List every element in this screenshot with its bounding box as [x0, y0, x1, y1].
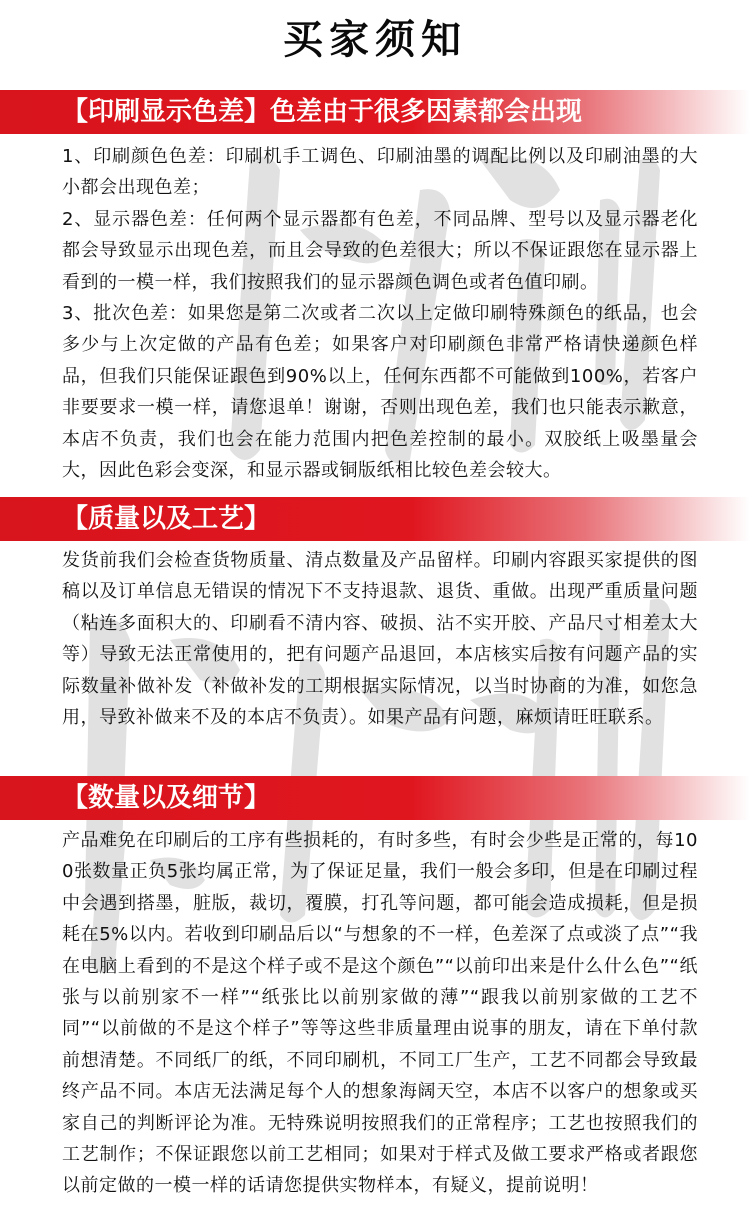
paragraph: 2、显示器色差：任何两个显示器都有色差，不同品牌、型号以及显示器老化都会导致显示出现色差，而且会导致的色差很大；所以不保证跟您在显示器上看到的一模一样，我们按照我们的显示器颜色调色或者色值印刷。 [62, 208, 698, 293]
paragraph: 发货前我们会检查货物质量、清点数量及产品留样。印刷内容跟买家提供的图稿以及订单信息无错误的情况下不支持退款、退货、重做。出现严重质量问题（粘连多面积大的、印刷看不清内容、破损、沾不实开胶、产品尺寸相差太大等）导致无法正常使用的，把有问题产品退回，本店核实后按有问题产品的实际数量补做补发（补做补发的工期根据实际情况，以当时协商的为准，如您急用，导致补做来不及的本店不负责）。如果产品有问题，麻烦请旺旺联系。 [62, 550, 698, 729]
paragraph: 3、批次色差：如果您是第二次或者二次以上定做印刷特殊颜色的纸品，也会多少与上次定做的产品有色差；如果客户对印刷颜色非常严格请快递颜色样品，但我们只能保证跟色到90%以上，任何东西都不可能做到100%，若客户非要要求一模一样，请您退单！谢谢，否则出现色差，我们也只能表示歉意，本店不负责，我们也会在能力范围内把色差控制的最小。双胶纸上吸墨量会大，因此色彩会变深，和显示器或铜版纸相比较色差会较大。 [62, 303, 698, 482]
section-header-quality: 【质量以及工艺】 [0, 497, 750, 541]
page-title: 买家须知 [283, 17, 467, 63]
section-body-quality [62, 545, 698, 733]
section-header-quantity: 【数量以及细节】 [0, 776, 750, 820]
paragraph: 产品难免在印刷后的工序有些损耗的，有时多些，有时会少些是正常的，每100张数量正负5张均属正常，为了保证足量，我们一般会多印，但是在印刷过程中会遇到搭墨，脏版，裁切，覆膜，打孔等问题，都可能会造成损耗，但是损耗在5%以内。若收到印刷品后以“与想象的不一样，色差深了点或淡了点”“我在电脑上看到的不是这个样子或不是这个颜色”“以前印出来是什么什么色”“纸张与以前别家不一样”“纸张比以前别家做的薄”“跟我以前别家做的工艺不同”“以前做的不是这个样子”等等这些非质量理由说事的朋友，请在下单付款前想清楚。不同纸厂的纸，不同印刷机，不同工厂生产，工艺不同都会导致最终产品不同。本店无法满足每个人的想象海阔天空，本店不以客户的想象或买家自己的判断评论为准。无特殊说明按照我们的正常程序；工艺也按照我们的工艺制作；不保证跟您以前工艺相同；如果对于样式及做工要求严格或者跟您以前定做的一模一样的话请您提供实物样本，有疑义，提前说明！ [62, 830, 698, 1197]
section-header-color-difference: 【印刷显示色差】色差由于很多因素都会出现 [0, 90, 750, 134]
paragraph: 1、印刷颜色色差：印刷机手工调色、印刷油墨的调配比例以及印刷油墨的大小都会出现色差； [62, 146, 698, 199]
section-body-quantity [62, 825, 698, 1202]
section-body-color-difference [62, 141, 698, 486]
